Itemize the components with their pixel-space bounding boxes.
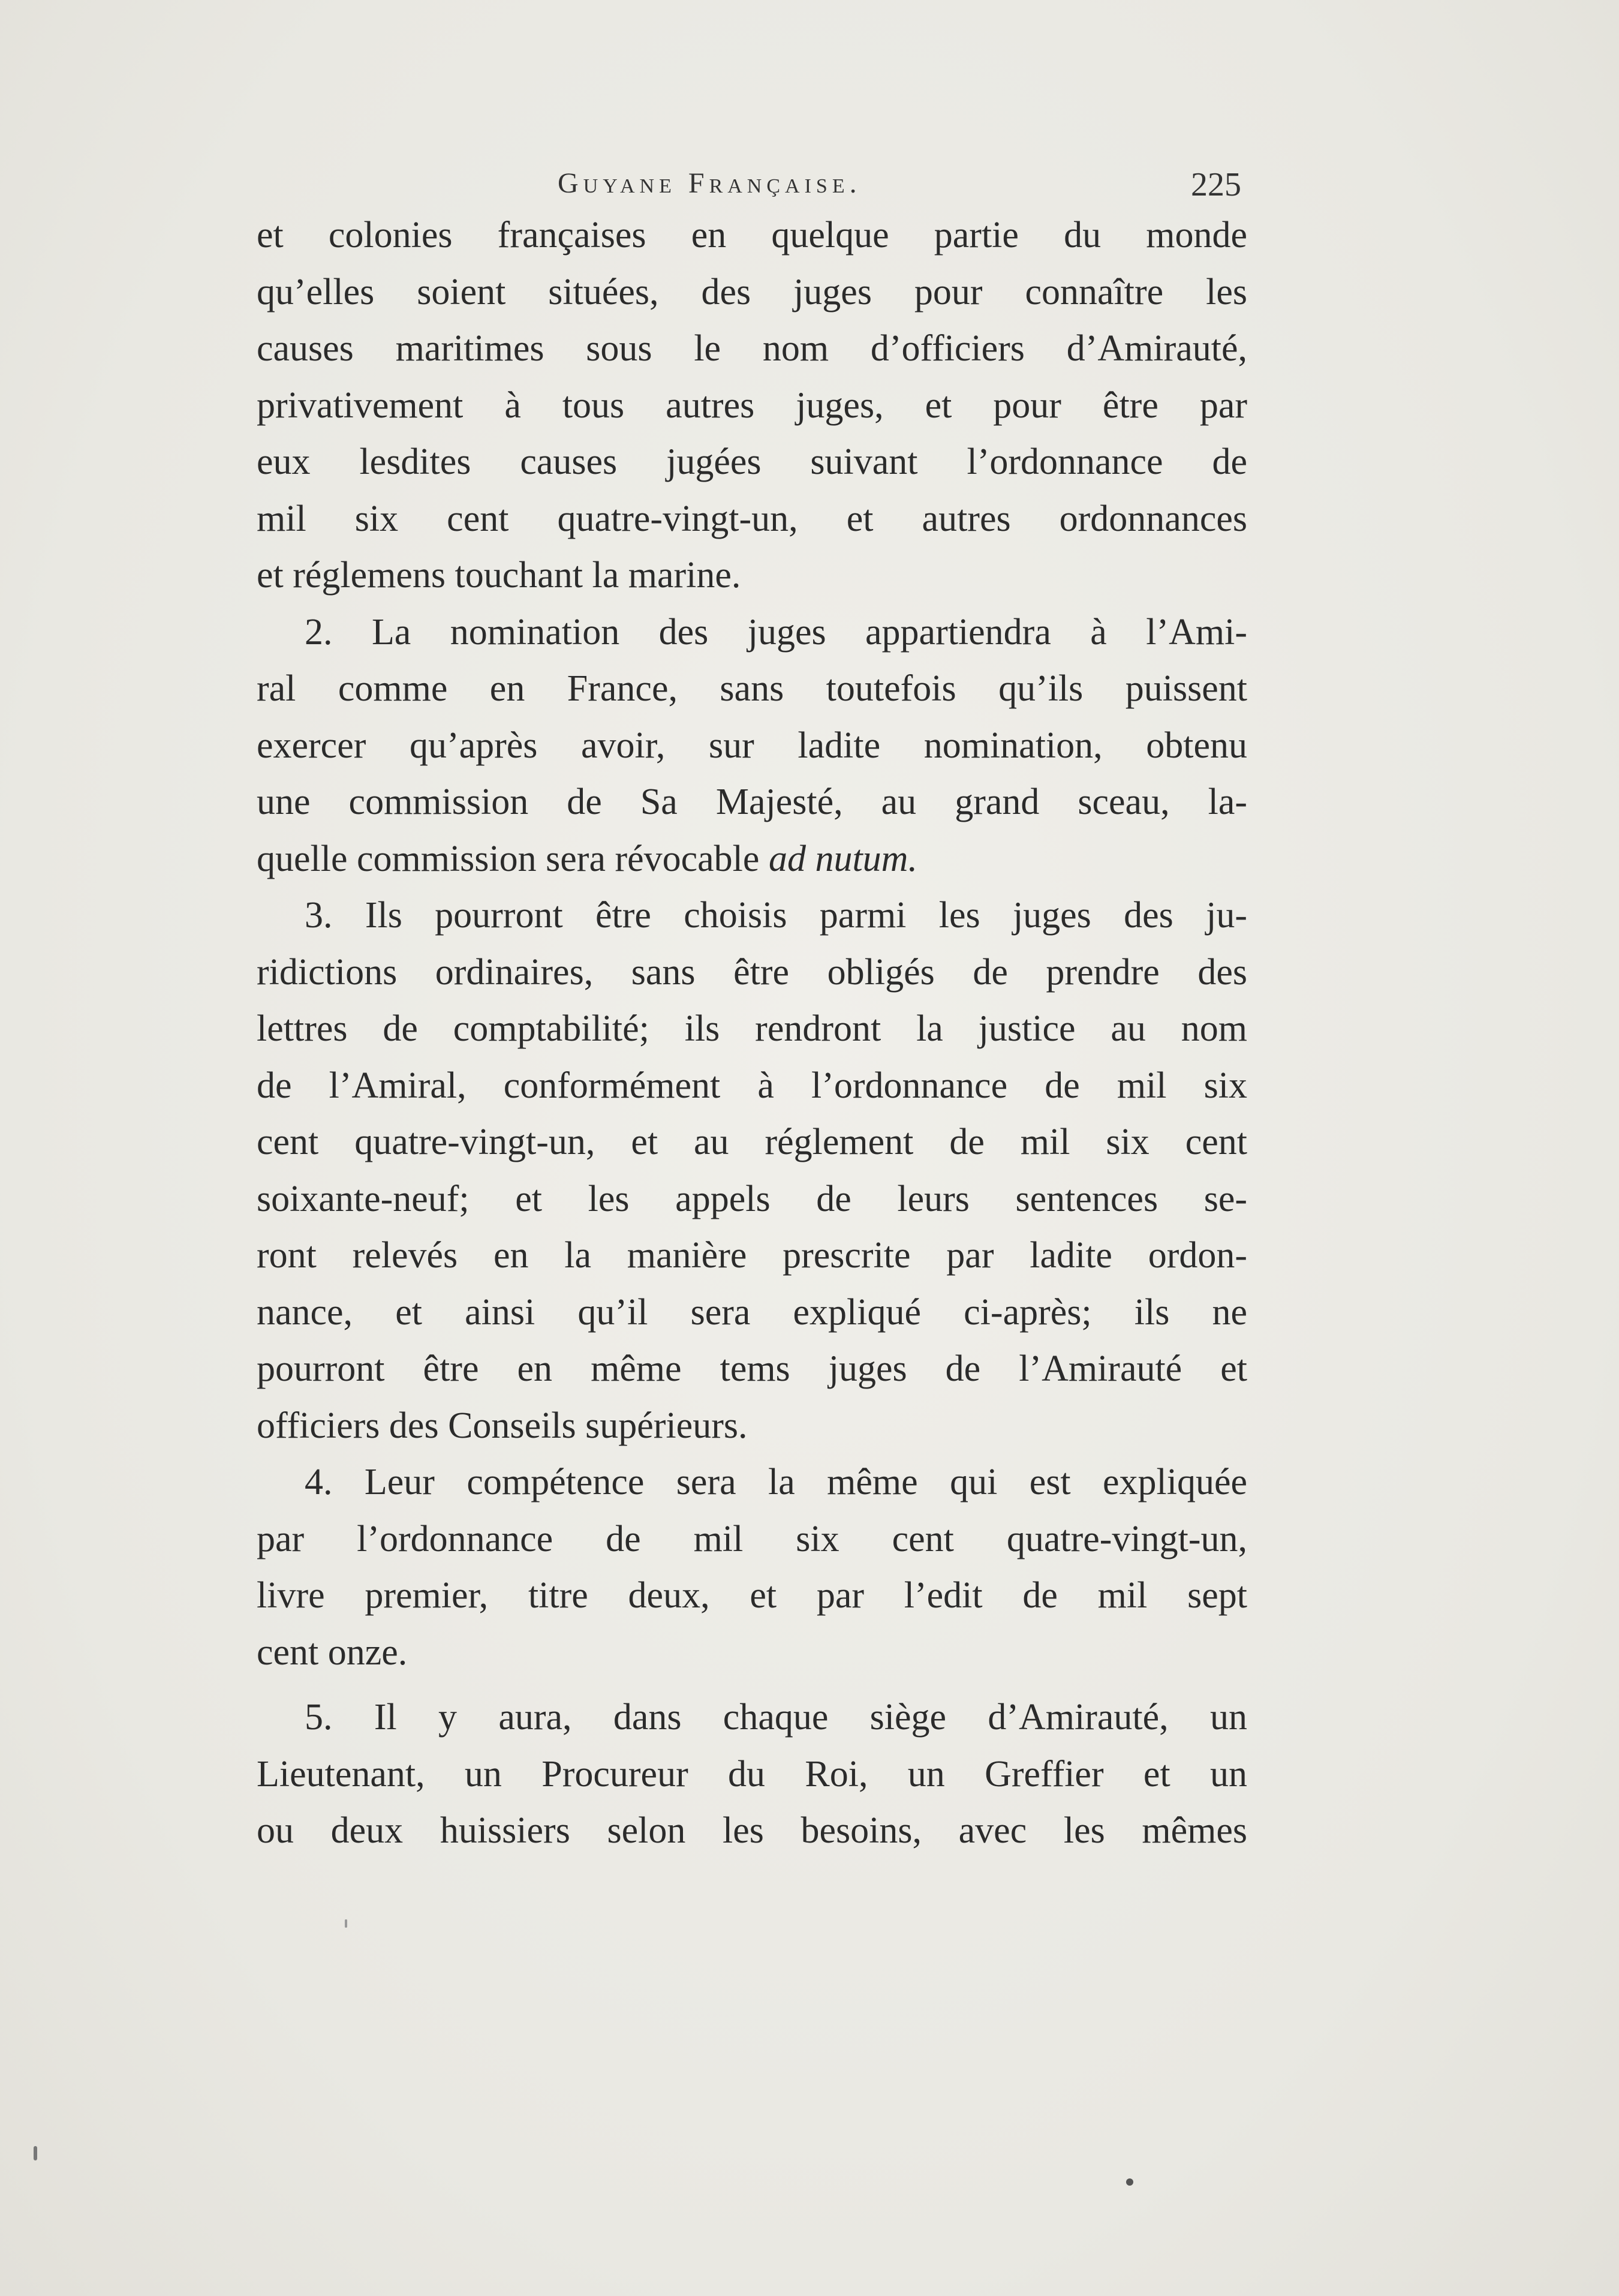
text-line: pourront être en même tems juges de l’Amirauté et (257, 1348, 1247, 1389)
text-line: cent onze. (257, 1631, 408, 1673)
text-line: soixante-neuf; et les appels de leurs sentences se- (257, 1178, 1247, 1219)
paragraph-gap (257, 1681, 1247, 1689)
body-text (257, 207, 1247, 1859)
running-title: Guyane Française. (558, 167, 862, 199)
text-line: ridictions ordinaires, sans être obligés de prendre des (257, 951, 1247, 993)
article-5-first-line: 5. Il y aura, dans chaque siège d’Amirauté, un (305, 1697, 1247, 1738)
text-line: par l’ordonnance de mil six cent quatre-vingt-un, (257, 1518, 1247, 1559)
text-line: ront relevés en la manière prescrite par ladite ordon- (257, 1235, 1247, 1276)
text-line: officiers des Conseils supérieurs. (257, 1405, 748, 1446)
text-line: de l’Amiral, conformément à l’ordonnance de mil six (257, 1065, 1247, 1106)
page-number: 225 (1191, 166, 1241, 203)
text-line-with-italic (257, 831, 1247, 888)
text-line: qu’elles soient situées, des juges pour connaître les (257, 271, 1247, 312)
text-line: ral comme en France, sans toutefois qu’ils puissent (257, 668, 1247, 709)
text-span: quelle commission sera révocable (257, 838, 760, 879)
text-line: cent quatre-vingt-un, et au réglement de mil six cent (257, 1122, 1247, 1162)
text-line: Lieutenant, un Procureur du Roi, un Greffier et un (257, 1753, 1247, 1795)
text-line: livre premier, titre deux, et par l’edit de mil sept (257, 1575, 1247, 1616)
page-header (258, 161, 1241, 209)
text-line: exercer qu’après avoir, sur ladite nomination, obtenu (257, 725, 1247, 766)
text-line: mil six cent quatre-vingt-un, et autres ordonnances (257, 498, 1247, 539)
text-line: privativement à tous autres juges, et pour être par (257, 384, 1247, 426)
italic-phrase: ad nutum. (768, 838, 917, 879)
text-line: nance, et ainsi qu’il sera expliqué ci-après; ils ne (257, 1291, 1247, 1333)
text-line: eux lesdites causes jugées suivant l’ordonnance de (257, 441, 1247, 482)
text-line: et réglemens touchant la marine. (257, 555, 741, 596)
text-line: causes maritimes sous le nom d’officiers d’Amirauté, (257, 328, 1247, 369)
text-line: une commission de Sa Majesté, au grand sceau, la- (257, 782, 1247, 822)
text-line: et colonies françaises en quelque partie du monde (257, 215, 1247, 256)
article-4-first-line: 4. Leur compétence sera la même qui est expliquée (305, 1462, 1247, 1502)
paper-speck (1126, 2178, 1133, 2186)
text-line: ou deux huissiers selon les besoins, avec les mêmes (257, 1810, 1247, 1851)
paper-speck (345, 1919, 347, 1928)
article-2-first-line: 2. La nomination des juges appartiendra à l’Ami- (305, 611, 1247, 653)
article-3-first-line: 3. Ils pourront être choisis parmi les juges des ju- (305, 895, 1247, 936)
text-line: lettres de comptabilité; ils rendront la justice au nom (257, 1008, 1247, 1049)
paper-speck (34, 2146, 37, 2160)
